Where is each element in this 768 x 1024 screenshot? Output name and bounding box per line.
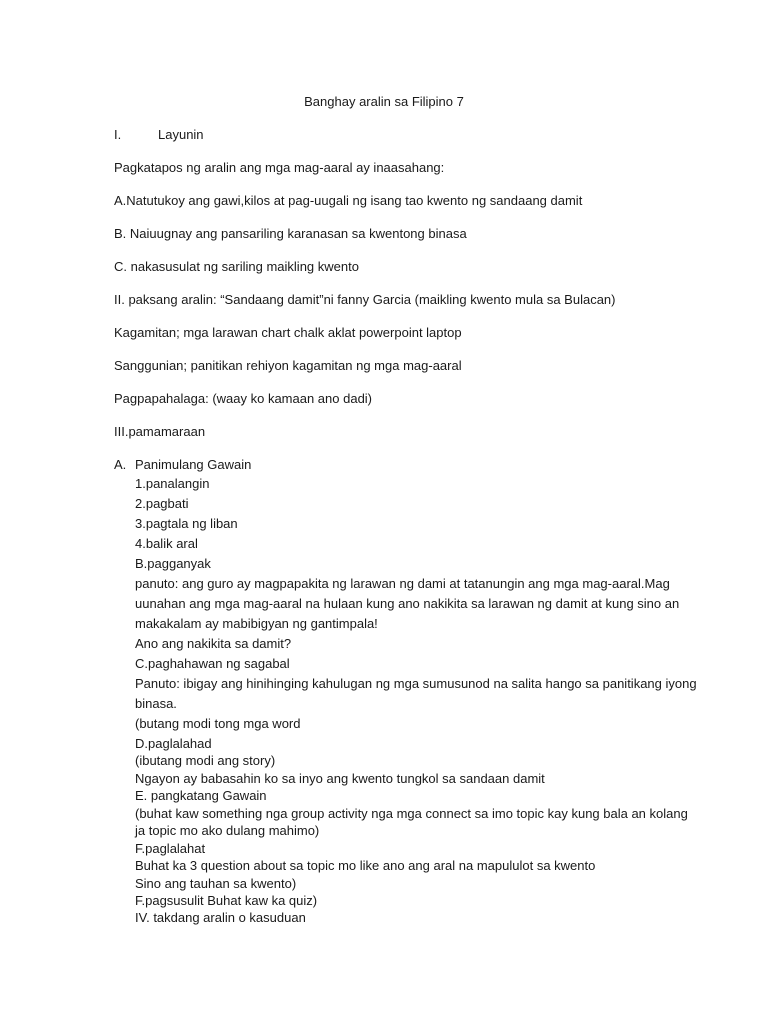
list-item: 3.pagtala ng liban	[135, 516, 238, 531]
paragraph-line: Ngayon ay babasahin ko sa inyo ang kwento tungkol sa sandaan damit	[135, 771, 545, 786]
kagamitan: Kagamitan; mga larawan chart chalk aklat powerpoint laptop	[114, 325, 462, 340]
paragraph-line: binasa.	[135, 696, 177, 711]
panimulang-gawain-heading: Panimulang Gawain	[135, 457, 252, 472]
section-number: I.	[114, 127, 122, 142]
intro-paragraph: Pagkatapos ng aralin ang mga mag-aaral ay inaasahang:	[114, 160, 445, 175]
list-item: 1.panalangin	[135, 476, 210, 491]
paragraph-line: Buhat ka 3 question about sa topic mo like ano ang aral na mapululot sa kwento	[135, 858, 596, 873]
paragraph-line: panuto: ang guro ay magpapakita ng larawan ng dami at tatanungin ang mga mag-aaral.Mag	[135, 576, 670, 591]
paragraph-line: (ibutang modi ang story)	[135, 753, 276, 768]
objective-b: B. Naiuugnay ang pansariling karanasan sa kwentong binasa	[114, 226, 467, 241]
list-item: B.pagganyak	[135, 556, 211, 571]
list-item: 2.pagbati	[135, 496, 189, 511]
list-item: F.paglalahat	[135, 841, 206, 856]
paragraph-line: makakalam ay mabibigyan ng gantimpala!	[135, 616, 378, 631]
list-item: C.paghahawan ng sagabal	[135, 656, 290, 671]
section-heading: Layunin	[158, 127, 204, 142]
list-marker: A.	[114, 457, 127, 472]
paragraph-line: ja topic mo ako dulang mahimo)	[135, 823, 320, 838]
list-item: E. pangkatang Gawain	[135, 788, 267, 803]
paragraph-line: (buhat kaw something nga group activity nga mga connect sa imo topic kay kung bala an kolang	[135, 806, 688, 821]
paksang-aralin: II. paksang aralin: “Sandaang damit”ni fanny Garcia (maikling kwento mula sa Bulacan)	[114, 292, 616, 307]
objective-a: A.Natutukoy ang gawi,kilos at pag-uugali ng isang tao kwento ng sandaang damit	[114, 193, 583, 208]
list-item: F.pagsusulit Buhat kaw ka quiz)	[135, 893, 318, 908]
paragraph-line: Ano ang nakikita sa damit?	[135, 636, 292, 651]
list-item: 4.balik aral	[135, 536, 198, 551]
list-item: D.paglalahad	[135, 736, 212, 751]
paragraph-line: uunahan ang mga mag-aaral na hulaan kung ano nakikita sa larawan ng damit at kung sino an	[135, 596, 680, 611]
pagpapahalaga: Pagpapahalaga: (waay ko kamaan ano dadi)	[114, 391, 373, 406]
paragraph-line: Panuto: ibigay ang hinihinging kahulugan ng mga sumusunod na salita hango sa panitikang iyong	[135, 676, 697, 691]
pamamaraan-heading: III.pamamaraan	[114, 424, 206, 439]
objective-c: C. nakasusulat ng sariling maikling kwento	[114, 259, 359, 274]
list-item: IV. takdang aralin o kasuduan	[135, 910, 306, 925]
sanggunian: Sanggunian; panitikan rehiyon kagamitan ng mga mag-aaral	[114, 358, 462, 373]
paragraph-line: Sino ang tauhan sa kwento)	[135, 876, 297, 891]
paragraph-line: (butang modi tong mga word	[135, 716, 301, 731]
document-title: Banghay aralin sa Filipino 7	[304, 94, 464, 109]
